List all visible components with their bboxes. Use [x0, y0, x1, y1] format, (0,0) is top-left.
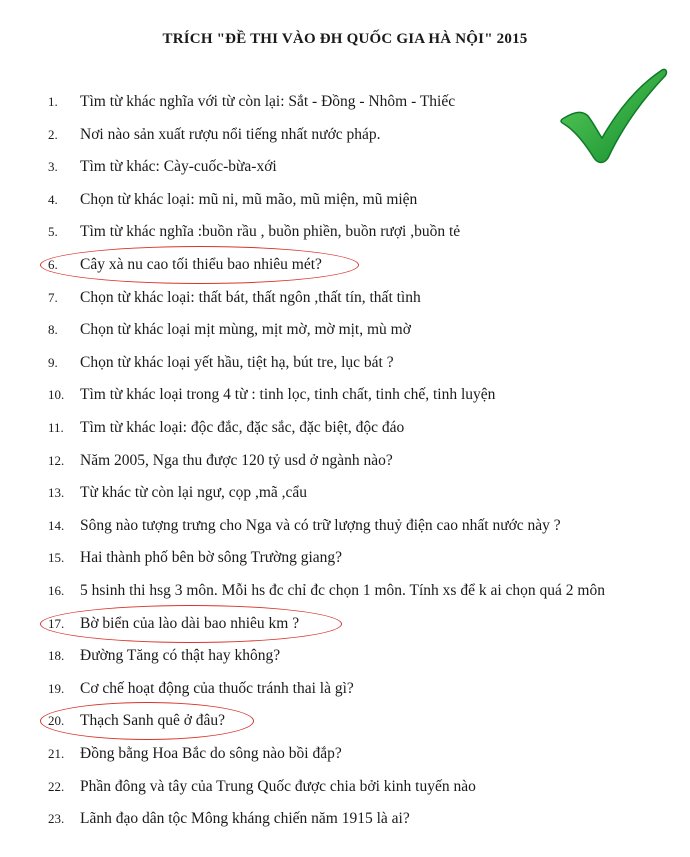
question-text: Năm 2005, Nga thu được 120 tỷ usd ở ngành nào? [80, 451, 393, 469]
question-number: 22. [48, 778, 65, 794]
question-number: 18. [48, 648, 65, 664]
question-number: 6. [48, 257, 58, 272]
page-title: TRÍCH "ĐỀ THI VÀO ĐH QUỐC GIA HÀ NỘI" 2015 [162, 31, 528, 47]
question-number: 12. [48, 452, 65, 468]
question-number: 7. [48, 289, 58, 305]
highlight-circle [40, 246, 359, 284]
question-text: Chọn từ khác loại mịt mùng, mịt mờ, mờ mịt, mù mờ [80, 321, 411, 339]
question-text: Lãnh đạo dân tộc Mông kháng chiến năm 1915 là ai? [80, 810, 410, 828]
question-text: Thạch Sanh quê ở đâu? [80, 712, 226, 730]
question-number: 10. [48, 387, 65, 403]
question-number: 23. [48, 811, 65, 827]
question-number: 9. [48, 354, 58, 370]
question-number: 21. [48, 746, 65, 761]
question-text: Cơ chế hoạt động của thuốc tránh thai là gì? [80, 679, 354, 697]
question-number: 20. [48, 713, 65, 729]
question-text: Tìm từ khác loại: độc đắc, đặc sắc, đặc biệt, độc đáo [80, 419, 405, 436]
question-number: 14. [48, 517, 65, 533]
question-number: 3. [48, 159, 58, 175]
question-text: Sông nào tượng trưng cho Nga và có trữ lượng thuỷ điện cao nhất nước này ? [80, 516, 561, 534]
question-text: Đồng bằng Hoa Bắc do sông nào bồi đắp? [80, 745, 342, 762]
question-text: Chọn từ khác loại: mũ ni, mũ mão, mũ miện, mũ miện [80, 190, 418, 208]
question-text: Tìm từ khác: Cày-cuốc-bừa-xới [80, 158, 277, 176]
highlight-circle [40, 605, 342, 643]
question-text: Bờ biển của lào dài bao nhiêu km ? [80, 614, 300, 632]
question-number: 4. [48, 191, 58, 207]
question-text: Tìm từ khác nghĩa :buồn rầu , buồn phiền, buồn rượi ,buồn tẻ [80, 223, 461, 241]
question-text: 5 hsinh thi hsg 3 môn. Mỗi hs đc chỉ đc chọn 1 môn. Tính xs để k ai chọn quá 2 môn [80, 582, 605, 599]
question-text: Từ khác từ còn lại ngư, cọp ,mã ,cẩu [80, 484, 308, 502]
question-text: Tìm từ khác nghĩa với từ còn lại: Sắt - Đồng - Nhôm - Thiếc [80, 93, 456, 110]
question-number: 2. [48, 126, 58, 142]
question-text: Đường Tăng có thật hay không? [80, 647, 281, 665]
question-number: 16. [48, 583, 65, 598]
question-number: 5. [48, 224, 58, 240]
question-number: 17. [48, 615, 65, 631]
question-text: Tìm từ khác loại trong 4 từ : tinh lọc, tinh chất, tinh chế, tinh luyện [80, 386, 496, 404]
question-number: 8. [48, 322, 58, 338]
question-text: Cây xà nu cao tối thiểu bao nhiêu mét? [80, 256, 322, 273]
question-number: 1. [48, 94, 58, 109]
question-text: Chọn từ khác loại: thất bát, thất ngôn ,thất tín, thất tình [80, 288, 421, 306]
question-text: Hai thành phố bên bờ sông Trường giang? [80, 549, 343, 567]
question-number: 11. [48, 420, 64, 435]
question-text: Phần đông và tây của Trung Quốc được chia bởi kinh tuyến nào [80, 777, 476, 795]
question-number: 13. [48, 485, 65, 501]
highlight-circle [40, 702, 254, 740]
question-text: Nơi nào sản xuất rượu nổi tiếng nhất nước pháp. [80, 125, 381, 143]
question-text: Chọn từ khác loại yết hầu, tiệt hạ, bút tre, lục bát ? [80, 353, 394, 371]
question-number: 19. [48, 680, 65, 696]
question-number: 15. [48, 550, 65, 566]
